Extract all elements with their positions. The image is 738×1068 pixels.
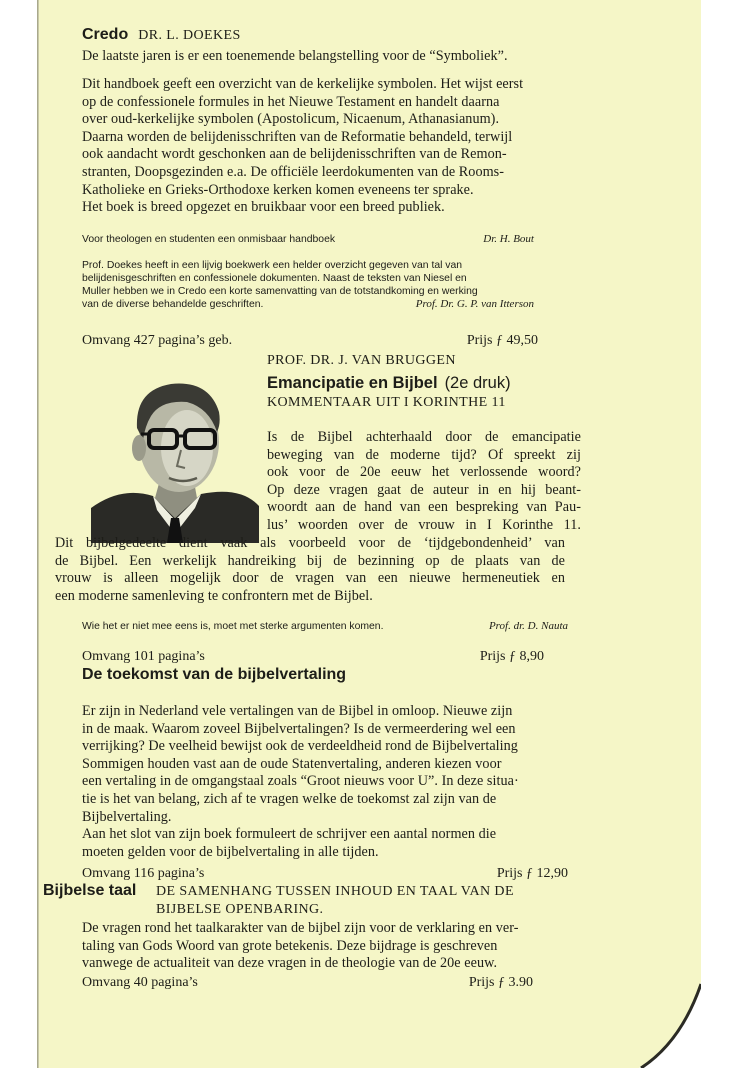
- text-line: Katholieke en Grieks-Orthodoxe kerken komen eveneens ter sprake.: [82, 181, 474, 198]
- emancipatie-author: PROF. DR. J. VAN BRUGGEN: [267, 353, 456, 368]
- credo-quote1: [82, 233, 534, 247]
- credo-title: Credo: [82, 26, 129, 43]
- text-line: ook voor de 20e eeuw het verlossende woord?: [267, 464, 581, 481]
- credo-heading: [82, 26, 642, 48]
- text-line: de Bijbel. Een werkelijk handreiking bij de bezinning op de plaats van de: [55, 552, 565, 569]
- text-line: een vertaling in de omgangstaal zoals “Groot nieuws voor U”. In deze situa·: [82, 773, 519, 790]
- text-line: belijdenisgeschriften en confessionele dokumenten. Naast de teksten van Niesel en: [82, 273, 467, 284]
- text-line: moeten gelden voor de bijbelvertaling in alle tijden.: [82, 843, 379, 860]
- quote-text: Wie het er niet mee eens is, moet met sterke argumenten komen.: [82, 621, 384, 632]
- price: Prijs ƒ 8,90: [479, 649, 544, 664]
- bijbelse-taal-subtitle-1: DE SAMENHANG TUSSEN INHOUD EN TAAL VAN DE: [156, 884, 514, 899]
- emancipatie-side-text: [267, 429, 581, 535]
- toekomst-title: De toekomst van de bijbelvertaling: [82, 666, 347, 683]
- text-line: lus’ woorden over de vrouw in I Korinthe 11.: [267, 516, 581, 533]
- extent: Omvang 40 pagina’s: [82, 975, 198, 990]
- extent: Omvang 427 pagina’s geb.: [82, 333, 233, 348]
- credo-quote2: [82, 259, 534, 311]
- text-line: van de diverse behandelde geschriften.: [82, 299, 264, 310]
- bijbelse-taal-subtitle-2: BIJBELSE OPENBARING.: [156, 902, 324, 917]
- text-line: een moderne samenleving te confrontern met de Bijbel.: [55, 587, 373, 604]
- quote-text: Voor theologen en studenten een onmisbaar handboek: [82, 234, 336, 245]
- emancipatie-full-text: [55, 535, 565, 605]
- text-line: Daarna worden de belijdenisschriften van de Reformatie behandeld, terwijl: [82, 128, 513, 145]
- bijbelse-taal-meta: [82, 975, 533, 993]
- toekomst-text: [82, 703, 572, 861]
- portrait-image: [91, 368, 259, 543]
- quote-author: Dr. H. Bout: [483, 233, 534, 245]
- emancipatie-edition: (2e druk): [444, 374, 511, 392]
- catalog-page: [38, 0, 701, 1068]
- credo-intro: De laatste jaren is er een toenemende belangstelling voor de “Symboliek”.: [82, 48, 508, 64]
- page-curl: [639, 982, 701, 1068]
- text-line: verrijking? De veelheid bewijst ook de verdeeldheid rond de Bijbelvertaling: [82, 738, 518, 755]
- credo-author: DR. L. DOEKES: [138, 28, 241, 43]
- text-line: taling van Gods Woord van grote betekenis. Deze bijdrage is geschreven: [82, 937, 498, 954]
- text-line: Aan het slot van zijn boek formuleert de schrijver een aantal normen die: [82, 826, 497, 843]
- author-photo: [91, 368, 259, 543]
- price: Prijs ƒ 3.90: [468, 975, 533, 990]
- quote-author: Prof. dr. D. Nauta: [488, 620, 568, 632]
- bijbelse-taal-text: [82, 920, 572, 973]
- price: Prijs ƒ 49,50: [466, 333, 538, 348]
- text-line: Dit bijbelgedeelte dient vaak als voorbeeld voor de ‘tijdgebondenheid’ van: [55, 535, 565, 551]
- credo-meta: [82, 333, 538, 351]
- emancipatie-quote: [82, 620, 568, 634]
- text-line: Bijbelvertaling.: [82, 808, 172, 825]
- text-line: Er zijn in Nederland vele vertalingen van de Bijbel in omloop. Nieuwe zijn: [82, 703, 513, 719]
- text-line: woordt aan de hand van een bespreking van Pau-: [267, 499, 581, 516]
- text-line: Is de Bijbel achterhaald door de emancipatie: [267, 429, 581, 445]
- text-line: in de maak. Waarom zoveel Bijbelvertalingen? Is de vermeerdering wel een: [82, 720, 516, 737]
- text-line: beweging van de moderne tijd? Of spreekt zij: [267, 446, 581, 463]
- text-line: vrouw is alleen mogelijk door de vragen van een nieuwe hermeneutiek en: [55, 570, 565, 587]
- extent: Omvang 116 pagina’s: [82, 866, 205, 881]
- text-line: Het boek is breed opgezet en bruikbaar voor een breed publiek.: [82, 199, 445, 216]
- extent: Omvang 101 pagina’s: [82, 649, 205, 664]
- text-line: Dit handboek geeft een overzicht van de kerkelijke symbolen. Het wijst eerst: [82, 76, 524, 92]
- emancipatie-title: Emancipatie en Bijbel: [267, 374, 438, 392]
- toekomst-meta: [82, 866, 568, 884]
- emancipatie-meta: [82, 649, 544, 667]
- emancipatie-heading: [267, 374, 511, 393]
- price: Prijs ƒ 12,90: [496, 866, 568, 881]
- text-line: vanwege de actualiteit van deze vragen in de theologie van de 20e eeuw.: [82, 955, 498, 972]
- text-line: over oud-kerkelijke symbolen (Apostolicum, Nicaenum, Athanasianum).: [82, 111, 500, 128]
- text-line: stranten, Doopsgezinden e.a. De officiële leerdokumenten van de Rooms-: [82, 163, 505, 180]
- text-line: De vragen rond het taalkarakter van de bijbel zijn voor de verklaring en ver-: [82, 920, 519, 936]
- emancipatie-subtitle: KOMMENTAAR UIT I KORINTHE 11: [267, 395, 506, 410]
- text-line: Prof. Doekes heeft in een lijvig boekwerk een helder overzicht gegeven van tal van: [82, 260, 463, 271]
- text-line: Muller hebben we in Credo een korte samenvatting van de totstandkoming en werking: [82, 286, 478, 297]
- text-line: Op deze vragen gaat de auteur in en hij beant-: [267, 481, 581, 498]
- bijbelse-taal-title: Bijbelse taal: [43, 882, 137, 899]
- text-line: op de confessionele formules in het Nieuwe Testament en handelt daarna: [82, 93, 500, 110]
- text-line: tie is het van belang, zich af te vragen welke de toekomst zal zijn van de: [82, 790, 497, 807]
- quote-author: Prof. Dr. G. P. van Itterson: [415, 298, 534, 310]
- credo-body: [82, 76, 672, 217]
- text-line: Sommigen houden vast aan de oude Statenvertaling, anderen kiezen voor: [82, 755, 502, 772]
- text-line: ook aandacht wordt geschonken aan de belijdenisschriften van de Remon-: [82, 146, 507, 163]
